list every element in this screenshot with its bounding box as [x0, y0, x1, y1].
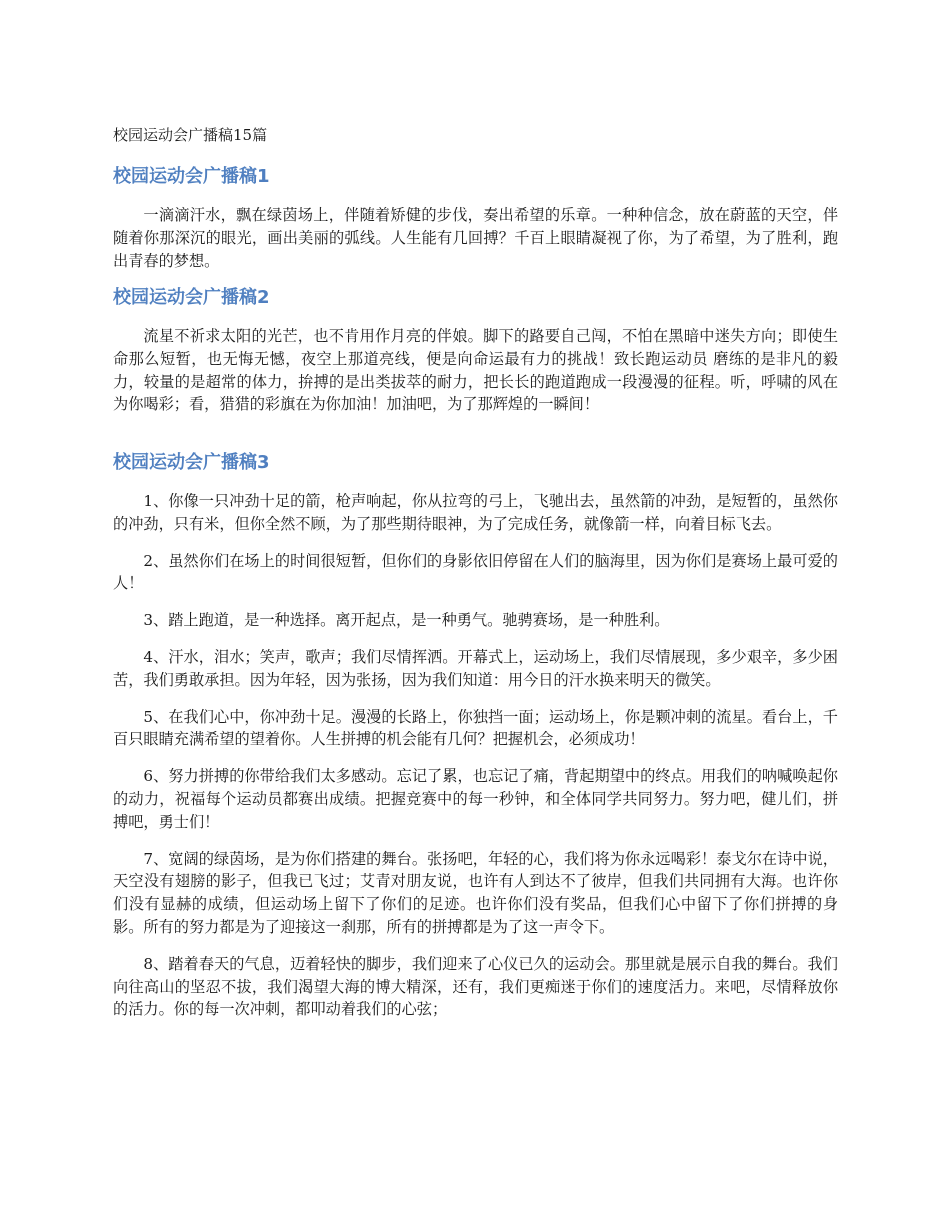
paragraph: 6、努力拼搏的你带给我们太多感动。忘记了累，也忘记了痛，背起期望中的终点。用我们的呐喊唤起你的动力，祝福每个运动员都赛出成绩。把握竞赛中的每一秒钟，和全体同学共同努力。努力吧，健儿们，拼搏吧，勇士们！ [113, 767, 838, 831]
paragraph: 5、在我们心中，你冲劲十足。漫漫的长路上，你独挡一面；运动场上，你是颗冲刺的流星。看台上，千百只眼睛充满希望的望着你。人生拼搏的机会能有几何？把握机会，必须成功！ [113, 707, 838, 749]
section-heading: 校园运动会广播稿2 [113, 287, 270, 308]
paragraph: 8、踏着春天的气息，迈着轻快的脚步，我们迎来了心仪已久的运动会。那里就是展示自我的舞台。我们向往高山的坚忍不拔，我们渴望大海的博大精深，还有，我们更痴迷于你们的速度活力。来吧，尽情释放你的活力。你的每一次冲刺，都叩动着我们的心弦； [113, 954, 838, 1019]
paragraph: 流星不祈求太阳的光芒，也不肯用作月亮的伴娘。脚下的路要自己闯，不怕在黑暗中迷失方向；即使生命那么短暂，也无悔无憾，夜空上那道亮线，便是向命运最有力的挑战！致长跑运动员 磨练的是非凡的毅力，较量的是超常的体力，拚搏的是出类拔萃的耐力，把长长的跑道跑成一段漫漫的征程。听，呼啸的风在为你喝彩；看，猎猎的彩旗在为你加油！加油吧，为了那辉煌的一瞬间！ [113, 327, 838, 414]
paragraph: 7、宽阔的绿茵场，是为你们搭建的舞台。张扬吧，年轻的心，我们将为你永远喝彩！泰戈尔在诗中说，天空没有翅膀的影子，但我已飞过；艾青对朋友说，也许有人到达不了彼岸，但我们共同拥有大海。也许你们没有显赫的成绩，但运动场上留下了你们的足迹。也许你们没有奖品，但我们心中留下了你们拼搏的身影。所有的努力都是为了迎接这一刹那，所有的拼搏都是为了这一声令下。 [113, 849, 838, 936]
section-2 [113, 285, 838, 416]
section-1 [113, 164, 838, 272]
paragraph: 2、虽然你们在场上的时间很短暂，但你们的身影依旧停留在人们的脑海里，因为你们是赛场上最可爱的人！ [113, 551, 838, 593]
paragraph: 1、你像一只冲劲十足的箭，枪声响起，你从拉弯的弓上，飞驰出去，虽然箭的冲劲，是短暂的，虽然你的冲劲，只有米，但你全然不顾，为了那些期待眼神，为了完成任务，就像箭一样，向着目标飞去。 [113, 492, 838, 533]
section-3 [113, 450, 838, 1021]
paragraph: 4、汗水，泪水；笑声，歌声；我们尽情挥洒。开幕式上，运动场上，我们尽情展现，多少艰辛，多少困苦，我们勇敢承担。因为年轻，因为张扬，因为我们知道：用今日的汗水换来明天的微笑。 [113, 647, 838, 689]
paragraph: 一滴滴汗水，飘在绿茵场上，伴随着矫健的步伐，奏出希望的乐章。一种种信念，放在蔚蓝的天空，伴随着你那深沉的眼光，画出美丽的弧线。人生能有几回搏？千百上眼睛凝视了你，为了希望，为了胜利，跑出青春的梦想。 [113, 206, 838, 270]
document-title: 校园运动会广播稿15篇 [113, 126, 268, 144]
section-heading: 校园运动会广播稿3 [113, 452, 270, 473]
paragraph: 3、踏上跑道，是一种选择。离开起点，是一种勇气。驰骋赛场，是一种胜利。 [143, 611, 670, 630]
section-heading: 校园运动会广播稿1 [113, 166, 270, 187]
